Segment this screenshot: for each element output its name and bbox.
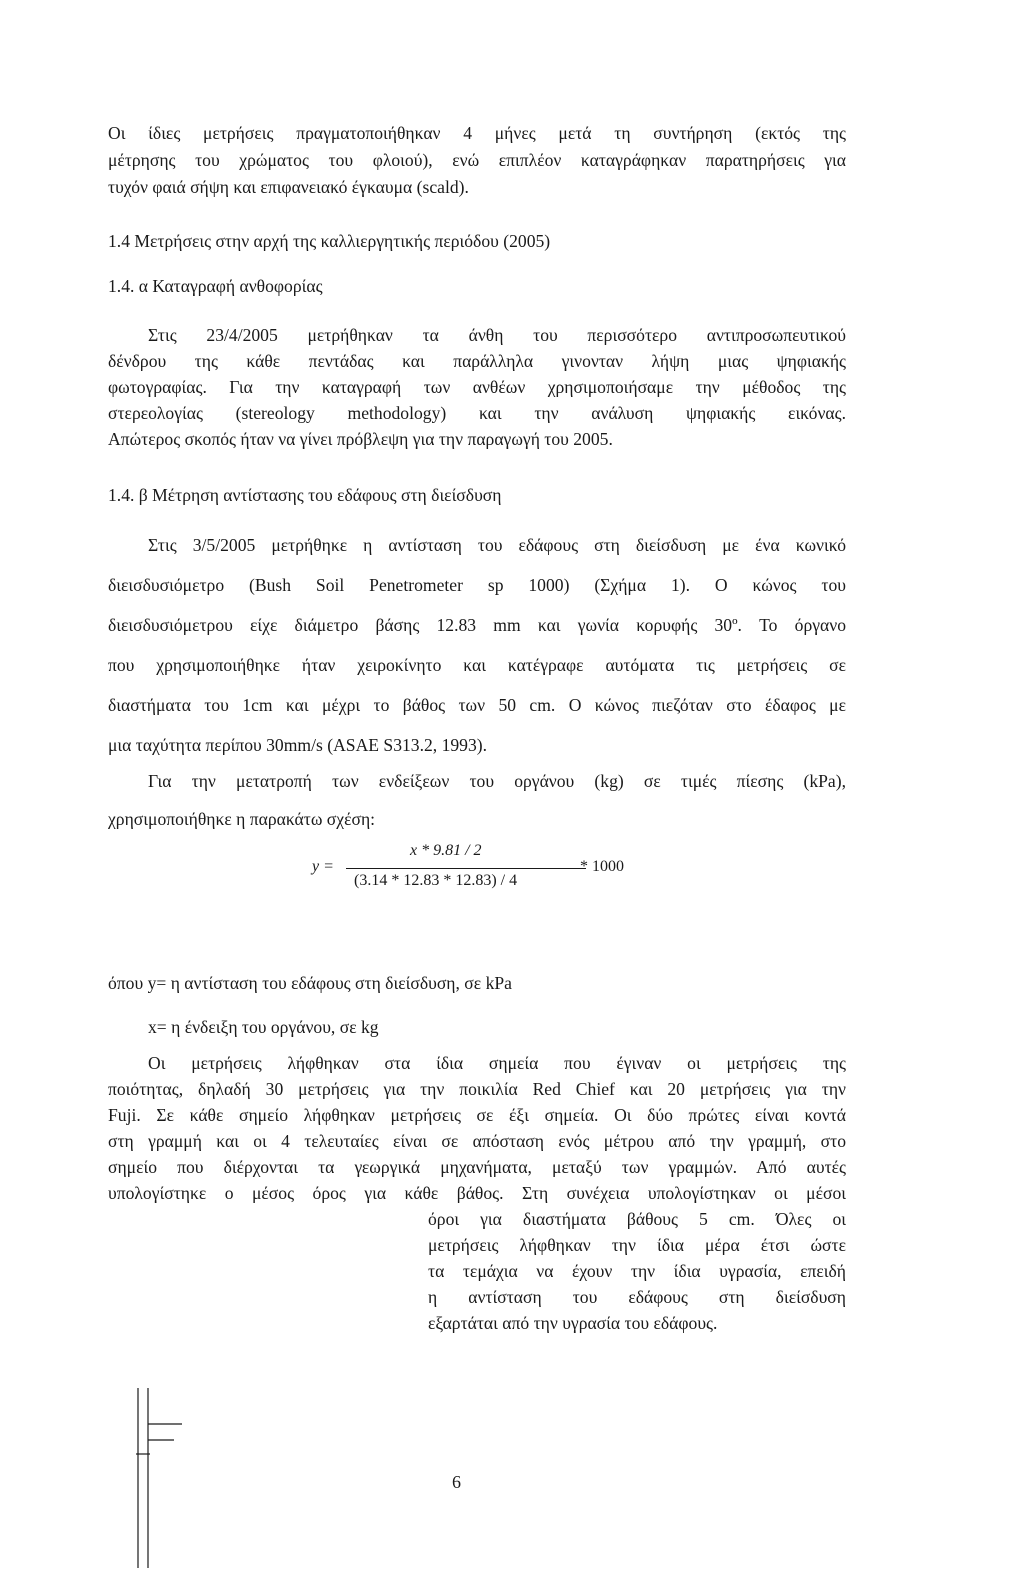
- paragraph-1-line-2: μέτρησης του χρώματος του φλοιού), ενώ επιπλέον καταγράφηκαν παρατηρήσεις για: [108, 150, 846, 170]
- paragraph-5-line-1: Οι μετρήσεις λήφθηκαν στα ίδια σημεία που έγιναν οι μετρήσεις της: [148, 1053, 846, 1073]
- section-heading-1-4-b: 1.4. β Μέτρηση αντίστασης του εδάφους στη διείσδυση: [108, 485, 502, 505]
- pressure-formula: [310, 838, 640, 908]
- page-number: 6: [452, 1472, 461, 1492]
- paragraph-5-line-9: τα τεμάχια να έχουν την ίδια υγρασία, επειδή: [428, 1261, 846, 1281]
- paragraph-2-line-1: Στις 23/4/2005 μετρήθηκαν τα άνθη του περισσότερο αντιπροσωπευτικού: [148, 325, 846, 345]
- paragraph-2-line-5: Απώτερος σκοπός ήταν να γίνει πρόβλεψη για την παραγωγή του 2005.: [108, 429, 613, 449]
- paragraph-5-line-6: υπολογίστηκε ο μέσος όρος για κάθε βάθος. Στη συνέχεια υπολογίστηκαν οι μέσοι: [108, 1183, 846, 1203]
- formula-denominator: (3.14 * 12.83 * 12.83) / 4: [354, 872, 518, 889]
- paragraph-5-line-5: σημείο που διέρχονται τα γεωργικά μηχανήματα, μεταξύ των γραμμών. Από αυτές: [108, 1157, 846, 1177]
- paragraph-1-line-3: τυχόν φαιά σήψη και επιφανειακό έγκαυμα (scald).: [108, 177, 469, 197]
- paragraph-5-line-7: όροι για διαστήματα βάθους 5 cm. Όλες οι: [428, 1209, 846, 1229]
- definition-x: x= η ένδειξη του οργάνου, σε kg: [148, 1017, 379, 1037]
- paragraph-2-line-3: φωτογραφίας. Για την καταγραφή των ανθέων χρησιμοποιήσαμε την μέθοδος της: [108, 377, 846, 397]
- paragraph-2-line-2: δένδρου της κάθε πεντάδας και παράλληλα γινονταν λήψη μιας ψηφιακής: [108, 351, 846, 371]
- paragraph-3-line-5: διαστήματα του 1cm και μέχρι το βάθος των 50 cm. Ο κώνος πιεζόταν στο έδαφος με: [108, 695, 846, 715]
- paragraph-3-line-6: μια ταχύτητα περίπου 30mm/s (ASAE S313.2, 1993).: [108, 735, 488, 755]
- section-heading-1-4-a: 1.4. α Καταγραφή ανθοφορίας: [108, 276, 323, 296]
- paragraph-3-line-3: διεισδυσιόμετρου είχε διάμετρο βάσης 12.83 mm και γωνία κορυφής 30º. Το όργανο: [108, 615, 846, 635]
- formula-numerator: x * 9.81 / 2: [410, 842, 482, 859]
- paragraph-5-line-4: στη γραμμή και οι 4 τελευταίες είναι σε απόσταση ενός μέτρου από την γραμμή, στο: [108, 1131, 846, 1151]
- formula-multiplier: * 1000: [580, 858, 624, 875]
- paragraph-5-line-3: Fuji. Σε κάθε σημείο λήφθηκαν μετρήσεις σε έξι σημεία. Οι δύο πρώτες είναι κοντά: [108, 1105, 846, 1125]
- definition-y: όπου y= η αντίσταση του εδάφους στη διείσδυση, σε kPa: [108, 973, 512, 993]
- paragraph-5-line-8: μετρήσεις λήφθηκαν την ίδια μέρα έτσι ώστε: [428, 1235, 846, 1255]
- formula-fraction-bar: [346, 868, 586, 869]
- paragraph-5-line-11: εξαρτάται από την υγρασία του εδάφους.: [428, 1313, 718, 1333]
- paragraph-2-line-4: στερεολογίας (stereology methodology) και την ανάλυση ψηφιακής εικόνας.: [108, 403, 846, 423]
- paragraph-3-line-4: που χρησιμοποιήθηκε ήταν χειροκίνητο και κατέγραφε αυτόματα τις μετρήσεις σε: [108, 655, 846, 675]
- paragraph-3-line-2: διεισδυσιόμετρο (Bush Soil Penetrometer sp 1000) (Σχήμα 1). Ο κώνος του: [108, 575, 846, 595]
- paragraph-1-line-1: Οι ίδιες μετρήσεις πραγματοποιήθηκαν 4 μήνες μετά τη συντήρηση (εκτός της: [108, 123, 846, 143]
- paragraph-4-line-2: χρησιμοποιήθηκε η παρακάτω σχέση:: [108, 809, 376, 829]
- paragraph-4-line-1: Για την μετατροπή των ενδείξεων του οργάνου (kg) σε τιμές πίεσης (kPa),: [148, 771, 846, 791]
- section-heading-1-4: 1.4 Μετρήσεις στην αρχή της καλλιεργητικής περιόδου (2005): [108, 231, 551, 251]
- paragraph-5-line-10: η αντίσταση του εδάφους στη διείσδυση: [428, 1287, 846, 1307]
- paragraph-5-line-2: ποιότητας, δηλαδή 30 μετρήσεις για την ποικιλία Red Chief και 20 μετρήσεις για την: [108, 1079, 846, 1099]
- paragraph-3-line-1: Στις 3/5/2005 μετρήθηκε η αντίσταση του εδάφους στη διείσδυση με ένα κωνικό: [148, 535, 846, 555]
- scan-artifact-marks: [126, 1388, 206, 1568]
- formula-lhs: y =: [312, 858, 334, 875]
